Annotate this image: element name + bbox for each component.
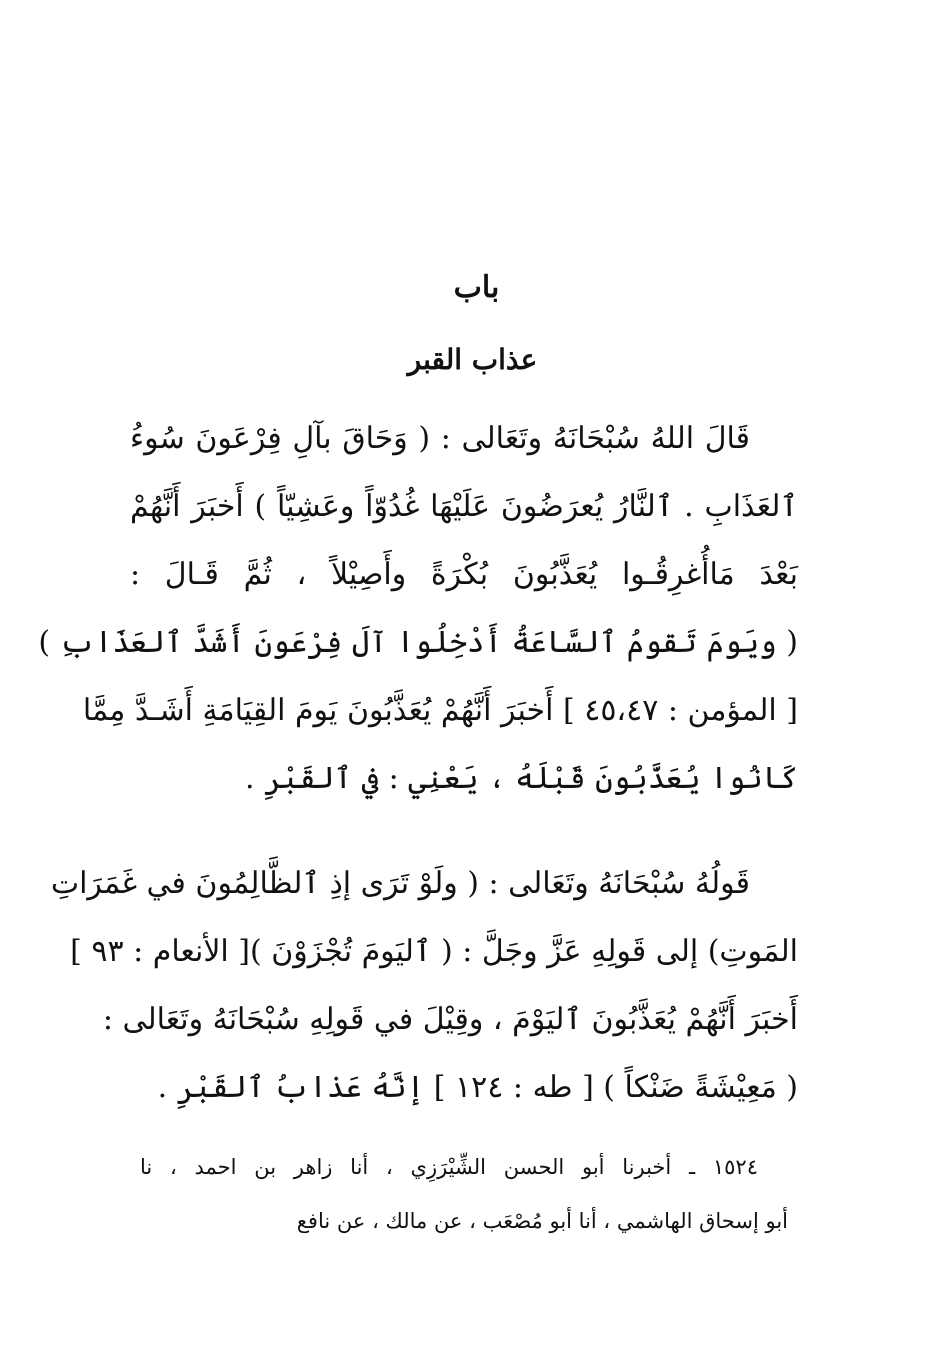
- footnote-line: ١٥٢٤ ـ أخبرنا أبو الحسن الشِّيْرَزِي ، أنا زاهر بن احمد ، نا: [140, 1155, 758, 1179]
- text-line: بَعْدَ مَاأُغرِقُـوا يُعَذَّبُونَ بُكْرَةً وأَصِيْلاً ، ثُمَّ قَـالَ :: [130, 557, 798, 592]
- text-line: أَخبَرَ أَنَّهُمْ يُعَذَّبُونَ ٱليَوْمَ ، وقِيْلَ في قَولِهِ سُبْحَانَهُ وتَعَالى :: [102, 1002, 798, 1037]
- text-line: قَالَ اللهُ سُبْحَانَهُ وتَعَالى : ( وَحَاقَ بآلِ فِرْعَونَ سُوءُ: [130, 421, 750, 456]
- section-title: عذاب القبر: [407, 343, 538, 376]
- chapter-heading: باب: [453, 270, 500, 305]
- text-line: ( مَعِيْشَةً ضَنْكاً ) [ طه : ١٢٤ ] إنَّهُ عَذابُ ٱلقَبْرِ .: [157, 1070, 798, 1105]
- text-line: قَولُهُ سُبْحَانَهُ وتَعَالى : ( ولَوْ تَرَى إذِ ٱلظَّالِمُونَ في غَمَرَاتِ: [50, 866, 750, 901]
- text-line: المَوتِ) إلى قَولِهِ عَزَّ وجَلَّ : ( ٱليَومَ تُجْزَوْنَ )[ الأنعام : ٩٣ ]: [70, 934, 798, 969]
- hadith-footnote: [140, 1140, 788, 1248]
- paragraph-2: [50, 850, 798, 1122]
- text-line: [ المؤمن : ٤٥،٤٧ ] أَخبَرَ أَنَّهُمْ يُعَذَّبُونَ يَومَ القِيَامَةِ أَشَـدَّ مِمَّا: [82, 693, 798, 728]
- footnote-line: أبو إسحاق الهاشمي ، أنا أبو مُصْعَب ، عن مالك ، عن نافع: [296, 1209, 788, 1233]
- text-line: كَانُوا يُعَذَّبُونَ قَبْلَهُ ، يَعْنِي : في ٱلقَبْرِ .: [245, 761, 798, 796]
- text-line: ٱلعَذَابِ . ٱلنَّارُ يُعرَضُونَ عَلَيْهَا غُدُوّاً وعَشِيّاً ) أَخبَرَ أَنَّهُمْ: [130, 489, 798, 524]
- paragraph-1: [38, 405, 798, 813]
- text-line: ( ويَومَ تَقومُ ٱلسَّاعَةُ أَدْخِلُوا آلَ فِرْعَونَ أَشَدَّ ٱلعَذَابِ ): [38, 625, 798, 660]
